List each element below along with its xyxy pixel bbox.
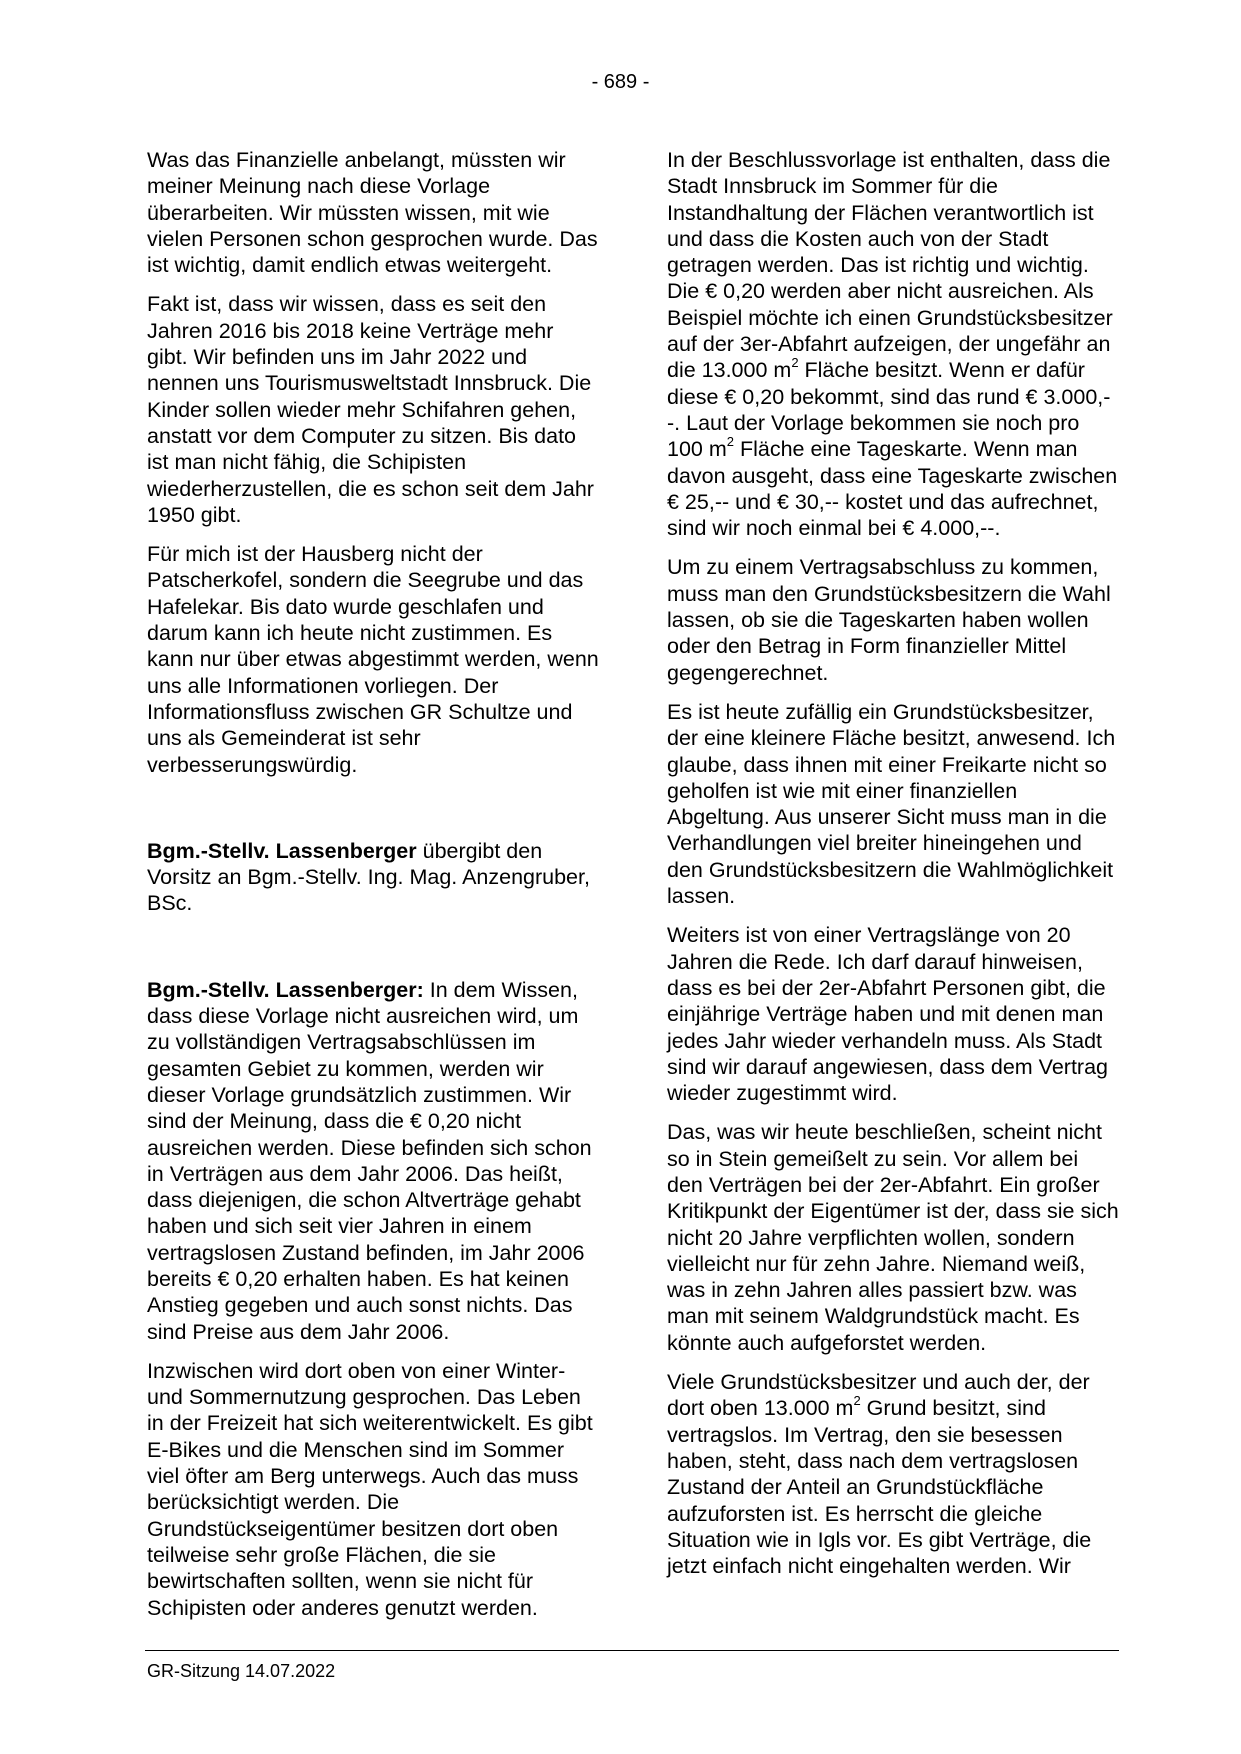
superscript: 2 (853, 1393, 861, 1409)
paragraph: Weiters ist von einer Vertragslänge von 20 Jahren die Rede. Ich darf darauf hinweisen, dass es bei der 2er-Abfahrt Personen gibt, die einjährige Verträge haben und mit denen man jedes Jahr wieder verhandeln muss. Als Stadt sind wir darauf angewiesen, dass dem Vertrag wieder zugestimmt wird. (667, 923, 1108, 1106)
paragraph: Für mich ist der Hausberg nicht der Patscherkofel, sondern die Seegrube und das Hafelekar. Bis dato wurde geschlafen und darum kann ich heute nicht zustimmen. Es kann nur über etwas abgestimmt werden, wenn uns alle Informationen vorliegen. Der Informationsfluss zwischen GR Schultze und uns als Gemeinderat ist sehr verbesserungswürdig. (147, 542, 599, 777)
right-column (667, 147, 1119, 1592)
paragraph: Inzwischen wird dort oben von einer Winter- und Sommernutzung gesprochen. Das Leben in der Freizeit hat sich weiterentwickelt. Es gibt E-Bikes und die Menschen sind im Sommer viel öfter am Berg unterwegs. Auch das muss berücksichtigt werden. Die Grundstückseigentümer besitzen dort oben teilweise sehr große Flächen, die sie bewirtschaften sollten, wenn sie nicht für Schipisten oder anderes genutzt werden. (147, 1358, 593, 1620)
paragraph: Um zu einem Vertragsabschluss zu kommen, muss man den Grundstücksbesitzern die Wahl lassen, ob sie die Tageskarten haben wollen oder den Betrag in Form finanzieller Mittel gegengerechnet. (667, 555, 1111, 685)
speaker-name: Bgm.-Stellv. Lassenberger: (147, 977, 424, 1002)
paragraph-text: Grund besitzt, sind vertragslos. Im Vertrag, den sie besessen haben, steht, dass nach dem vertragslosen Zustand der Anteil an Grundstückfläche aufzuforsten ist. Es herrscht die gleiche Situation wie in Igls vor. Es gibt Verträge, die jetzt einfach nicht eingehalten werden. Wir (667, 1396, 1092, 1579)
paragraph-text: Fläche besitzt. Wenn er dafür diese € 0,20 bekommt, sind das rund € 3.000,--. Laut der Vorlage bekommen sie noch pro 100 m (667, 358, 1111, 462)
paragraph (667, 1369, 1119, 1579)
paragraph (667, 147, 1119, 541)
paragraph (147, 838, 599, 917)
paragraph-text: Viele Grundstücksbesitzer und auch der, der dort oben 13.000 m (667, 1370, 1090, 1421)
left-column (147, 147, 599, 1634)
page-number: - 689 - (591, 71, 650, 93)
paragraph (147, 977, 599, 1345)
paragraph: Das, was wir heute beschließen, scheint nicht so in Stein gemeißelt zu sein. Vor allem bei den Verträgen bei der 2er-Abfahrt. Ein großer Kritikpunkt der Eigentümer ist der, dass sie sich nicht 20 Jahre verpflichten wollen, sondern vielleicht nur für zehn Jahre. Niemand weiß, was in zehn Jahren alles passiert bzw. was man mit seinem Waldgrundstück macht. Es könnte auch aufgeforstet werden. (667, 1120, 1119, 1355)
paragraph-text: übergibt den Vorsitz an Bgm.-Stellv. Ing. Mag. Anzengruber, BSc. (147, 838, 590, 916)
paragraph: Fakt ist, dass wir wissen, dass es seit den Jahren 2016 bis 2018 keine Verträge mehr gibt. Wir befinden uns im Jahr 2022 und nennen uns Tourismusweltstadt Innsbruck. Die Kinder sollen wieder mehr Schifahren gehen, anstatt vor dem Computer zu sitzen. Bis dato ist man nicht fähig, die Schipisten wiederherzustellen, die es schon seit dem Jahr 1950 gibt. (147, 292, 594, 527)
paragraph: Es ist heute zufällig ein Grundstücksbesitzer, der eine kleinere Fläche besitzt, anwesend. Ich glaube, dass ihnen mit einer Freikarte nicht so geholfen ist wie mit einer finanziellen Abgeltung. Aus unserer Sicht muss man in die Verhandlungen viel breiter hineingehen und den Grundstücksbesitzern die Wahlmöglichkeit lassen. (667, 699, 1116, 909)
paragraph-text: Fläche eine Tageskarte. Wenn man davon ausgeht, dass eine Tageskarte zwischen € 25,-- und € 30,-- kostet und das aufrechnet, sind wir noch einmal bei € 4.000,--. (667, 437, 1118, 541)
paragraph: Was das Finanzielle anbelangt, müssten wir meiner Meinung nach diese Vorlage überarbeiten. Wir müssten wissen, mit wie vielen Personen schon gesprochen wurde. Das ist wichtig, damit endlich etwas weitergeht. (147, 148, 598, 278)
paragraph-text: In der Beschlussvorlage ist enthalten, dass die Stadt Innsbruck im Sommer für die Instandhaltung der Flächen verantwortlich ist und dass die Kosten auch von der Stadt getragen werden. Das ist richtig und wichtig. Die € 0,20 werden aber nicht ausreichen. Als Beispiel möchte ich einen Grundstücksbesitzer auf der 3er-Abfahrt aufzeigen, der ungefähr an die 13.000 m (667, 148, 1113, 383)
footer-session-date: GR-Sitzung 14.07.2022 (147, 1661, 336, 1681)
superscript: 2 (726, 434, 734, 450)
superscript: 2 (791, 355, 799, 371)
paragraph-text: In dem Wissen, dass diese Vorlage nicht ausreichen wird, um zu vollständigen Vertragsabschlüssen im gesamten Gebiet zu kommen, werden wir dieser Vorlage grundsätzlich zustimmen. Wir sind der Meinung, dass die € 0,20 nicht ausreichen werden. Diese befinden sich schon in Verträgen aus dem Jahr 2006. Das heißt, dass diejenigen, die schon Altverträge gehabt haben und sich seit vier Jahren in einem vertragslosen Zustand befinden, im Jahr 2006 bereits € 0,20 erhalten haben. Es hat keinen Anstieg gegeben und auch sonst nichts. Das sind Preise aus dem Jahr 2006. (147, 977, 592, 1344)
speaker-name: Bgm.-Stellv. Lassenberger (147, 838, 417, 863)
footer-divider (145, 1650, 1119, 1651)
